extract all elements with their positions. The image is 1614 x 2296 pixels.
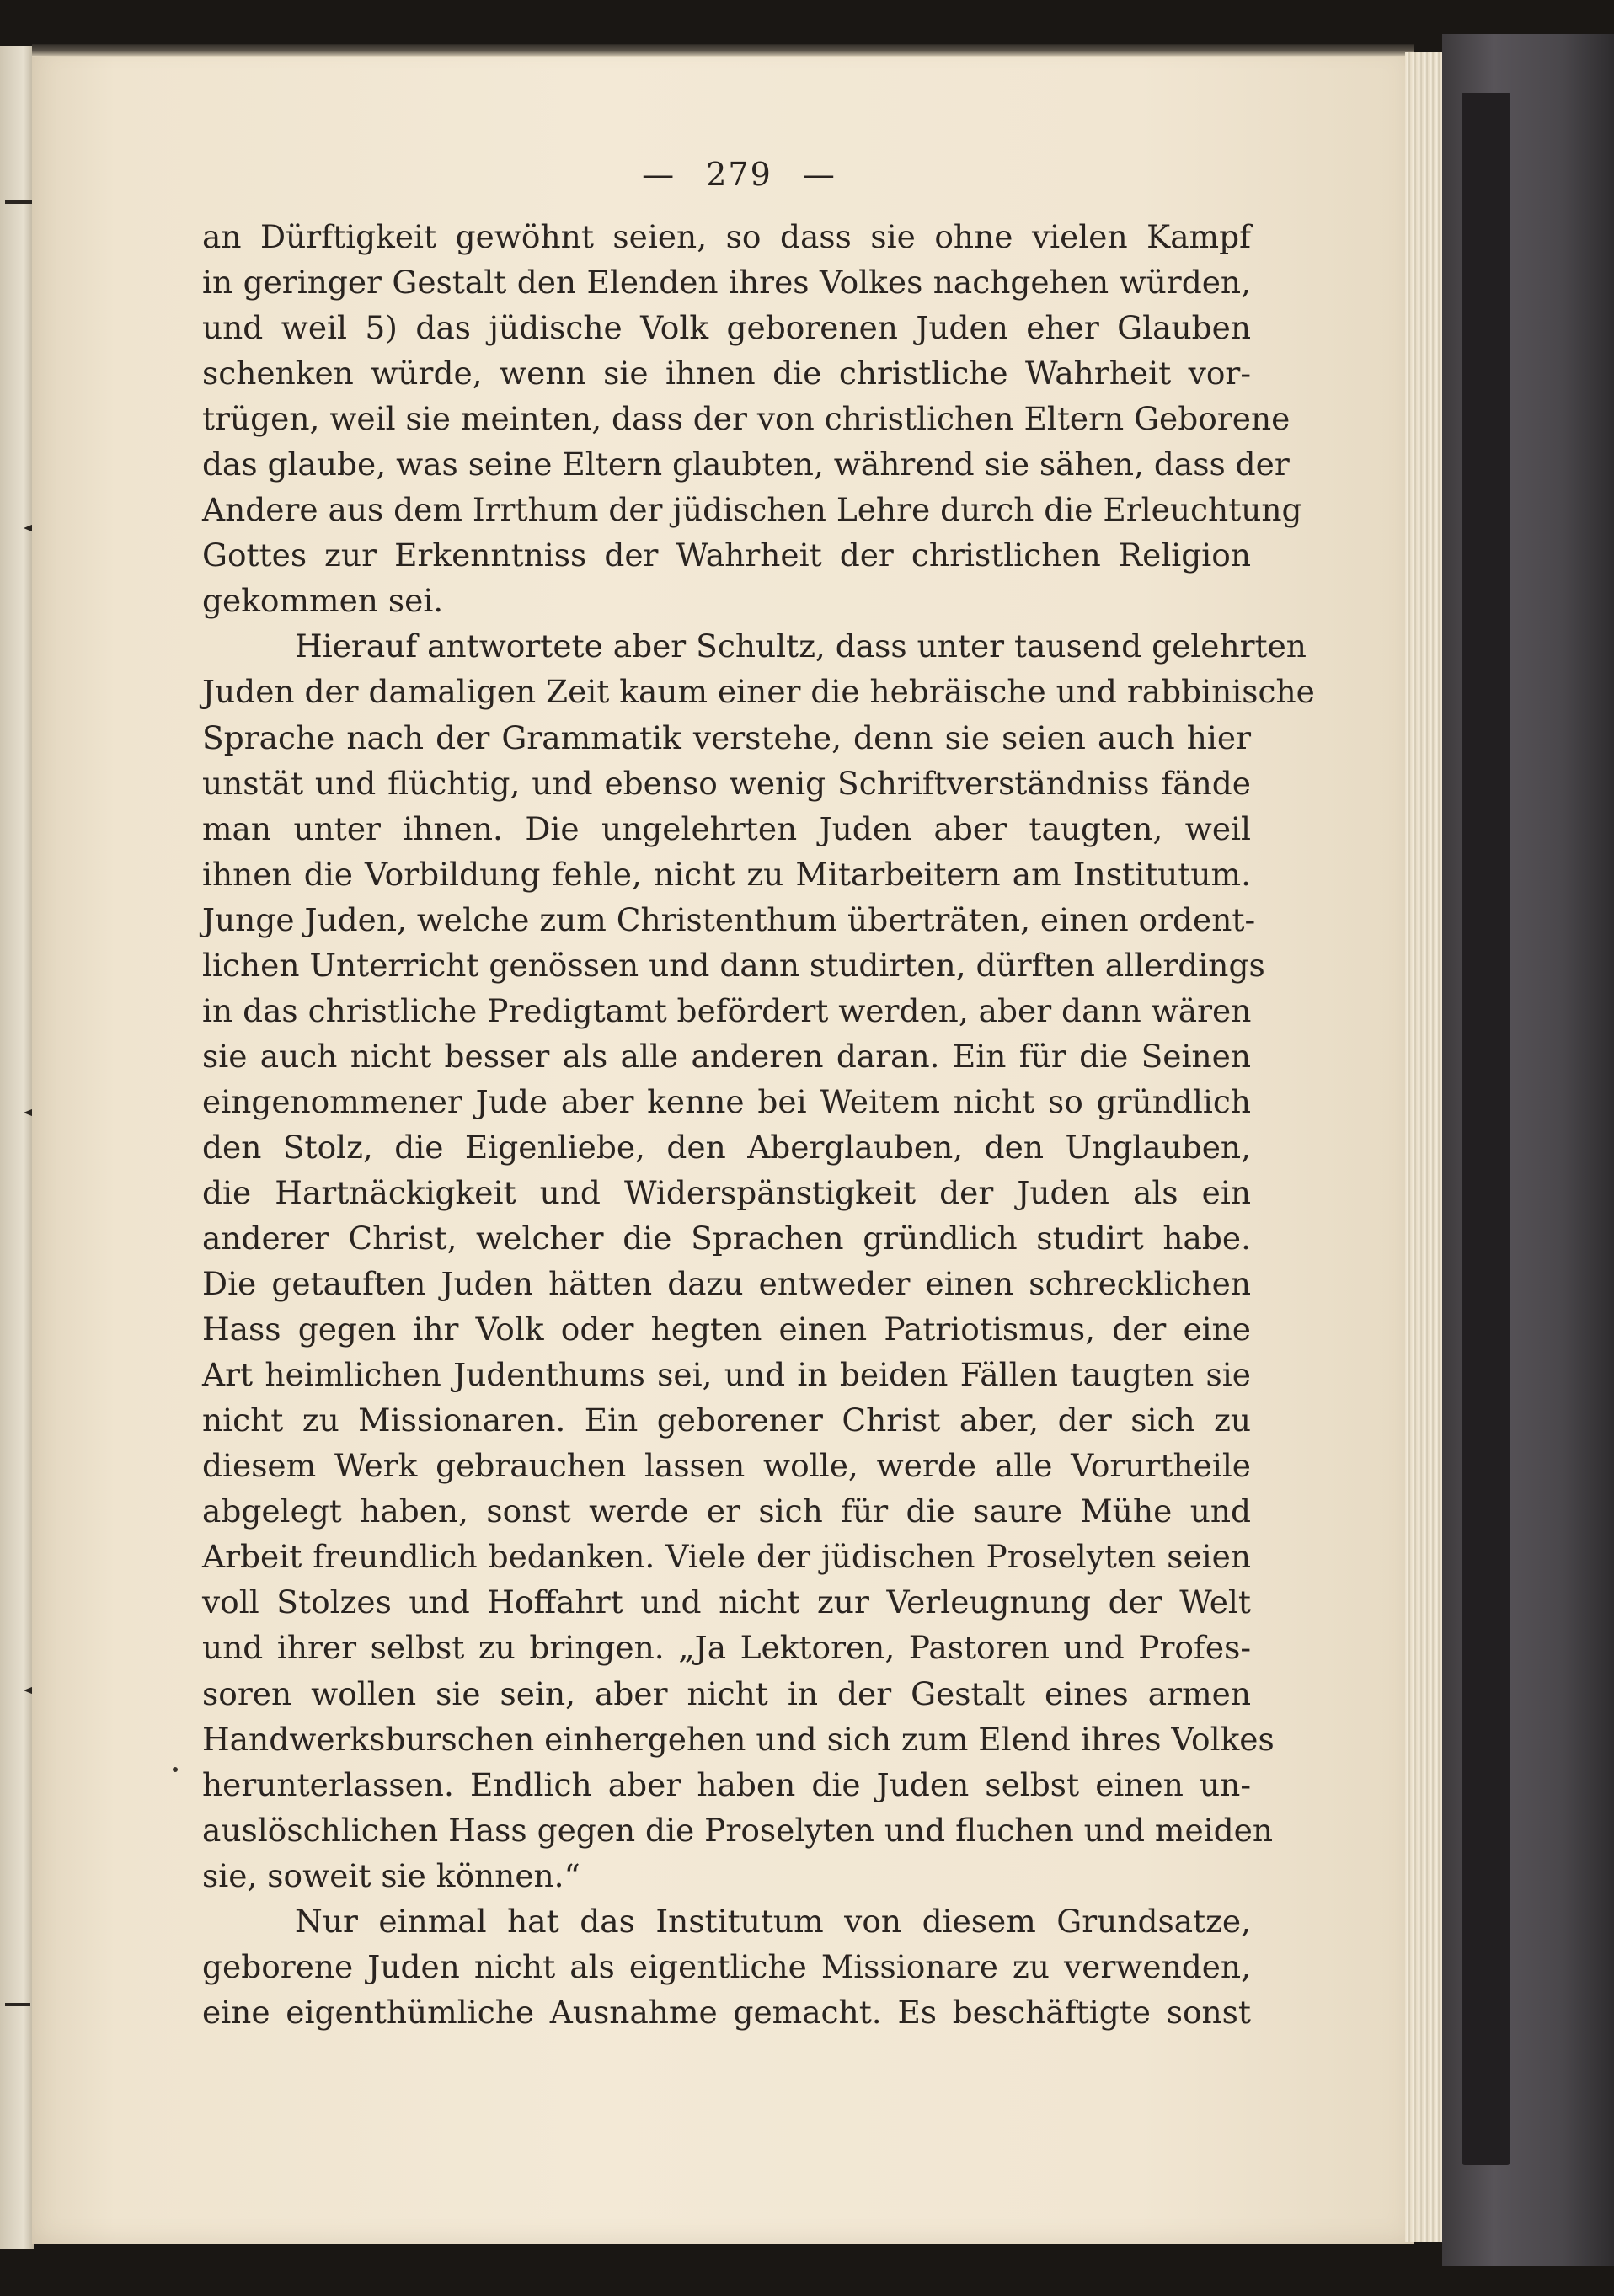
text-line: lichen Unterricht genössen und dann studirten, dürften allerdings (202, 946, 1265, 984)
page-top-edge (32, 44, 1414, 57)
text-line: diesem Werk gebrauchen lassen wolle, werde alle Vorurtheile (202, 1447, 1251, 1485)
text-line: Hierauf antwortete aber Schultz, dass unter tausend gelehrten (295, 627, 1307, 665)
text-line: Juden der damaligen Zeit kaum einer die hebräische und rabbinische (202, 673, 1315, 711)
text-line: soren wollen sie sein, aber nicht in der Gestalt eines armen (202, 1674, 1251, 1712)
header-dash-left: — (642, 156, 676, 193)
text-line: Art heimlichen Judenthums sei, und in beiden Fällen taugten sie (202, 1356, 1251, 1394)
text-line: Arbeit freundlich bedanken. Viele der jüdischen Proselyten seien (202, 1538, 1251, 1576)
body-text (202, 214, 1315, 2035)
text-line: Gottes zur Erkenntniss der Wahrheit der christlichen Religion (202, 537, 1251, 574)
text-line: nicht zu Missionaren. Ein geborener Christ aber, der sich zu (202, 1402, 1251, 1439)
text-line: Die getauften Juden hätten dazu entweder einen schrecklichen (202, 1265, 1251, 1303)
page-edges-stack (1405, 52, 1446, 2242)
page-header (227, 143, 1251, 206)
text-line: den Stolz, die Eigenliebe, den Aberglauben, den Unglauben, (202, 1128, 1251, 1166)
text-line: und weil 5) das jüdische Volk geborenen Juden eher Glauben (202, 309, 1251, 347)
text-line: geborene Juden nicht als eigentliche Missionare zu verwenden, (202, 1947, 1251, 1985)
book-cover-board (1462, 93, 1510, 2165)
text-line: unstät und flüchtig, und ebenso wenig Schriftverständniss fände (202, 764, 1251, 802)
margin-tab-mark (5, 2003, 30, 2006)
text-line: Hass gegen ihr Volk oder hegten einen Patriotismus, der eine (202, 1311, 1251, 1348)
text-line: Nur einmal hat das Institutum von diesem Grundsatze, (295, 1902, 1251, 1940)
text-line: auslöschlichen Hass gegen die Proselyten und fluchen und meiden (202, 1811, 1273, 1849)
paragraph (202, 214, 1302, 623)
text-line: in das christliche Predigtamt befördert werden, aber dann wären (202, 991, 1252, 1029)
text-line: gekommen sei. (202, 582, 444, 620)
text-line: man unter ihnen. Die ungelehrten Juden aber taugten, weil (202, 809, 1251, 847)
text-line: eine eigenthümliche Ausnahme gemacht. Es beschäftigte sonst (202, 1993, 1251, 2031)
text-line: und ihrer selbst zu bringen. „Ja Lektoren, Pastoren und Profes- (202, 1629, 1251, 1667)
text-block (202, 143, 1315, 2035)
text-line: trügen, weil sie meinten, dass der von christlichen Eltern Geborene (202, 400, 1291, 438)
text-line: das glaube, was seine Eltern glaubten, während sie sähen, dass der (202, 446, 1290, 483)
text-line: sie, soweit sie können.“ (202, 1856, 580, 1894)
text-line: anderer Christ, welcher die Sprachen gründlich studirt habe. (202, 1220, 1251, 1257)
text-line: in geringer Gestalt den Elenden ihres Volkes nachgehen würden, (202, 264, 1251, 302)
text-line: an Dürftigkeit gewöhnt seien, so dass sie ohne vielen Kampf (202, 218, 1251, 255)
paragraph (202, 1898, 1251, 2035)
text-line: Handwerksburschen einhergehen und sich zum Elend ihres Volkes (202, 1720, 1275, 1758)
text-line: ihnen die Vorbildung fehle, nicht zu Mitarbeitern am Institutum. (202, 855, 1251, 893)
text-line: die Hartnäckigkeit und Widerspänstigkeit der Juden als ein (202, 1173, 1251, 1211)
header-dash-right: — (802, 156, 836, 193)
text-line: eingenommener Jude aber kenne bei Weitem nicht so gründlich (202, 1082, 1251, 1120)
page-number: 279 (706, 156, 772, 193)
text-line: Junge Juden, welche zum Christenthum überträten, einen ordent- (202, 900, 1256, 938)
paragraph (202, 623, 1315, 1898)
left-facing-page-edge (0, 46, 34, 2249)
text-line: sie auch nicht besser als alle anderen daran. Ein für die Seinen (202, 1037, 1251, 1075)
text-line: herunterlassen. Endlich aber haben die Juden selbst einen un- (202, 1765, 1251, 1803)
text-line: Sprache nach der Grammatik verstehe, denn sie seien auch hier (202, 718, 1251, 756)
text-line: schenken würde, wenn sie ihnen die christliche Wahrheit vor- (202, 355, 1251, 392)
text-line: Andere aus dem Irrthum der jüdischen Lehre durch die Erleuchtung (202, 491, 1302, 529)
text-line: abgelegt haben, sonst werde er sich für die saure Mühe und (202, 1492, 1251, 1530)
ink-speck (173, 1767, 178, 1772)
text-line: voll Stolzes und Hoffahrt und nicht zur Verleugnung der Welt (202, 1583, 1251, 1621)
